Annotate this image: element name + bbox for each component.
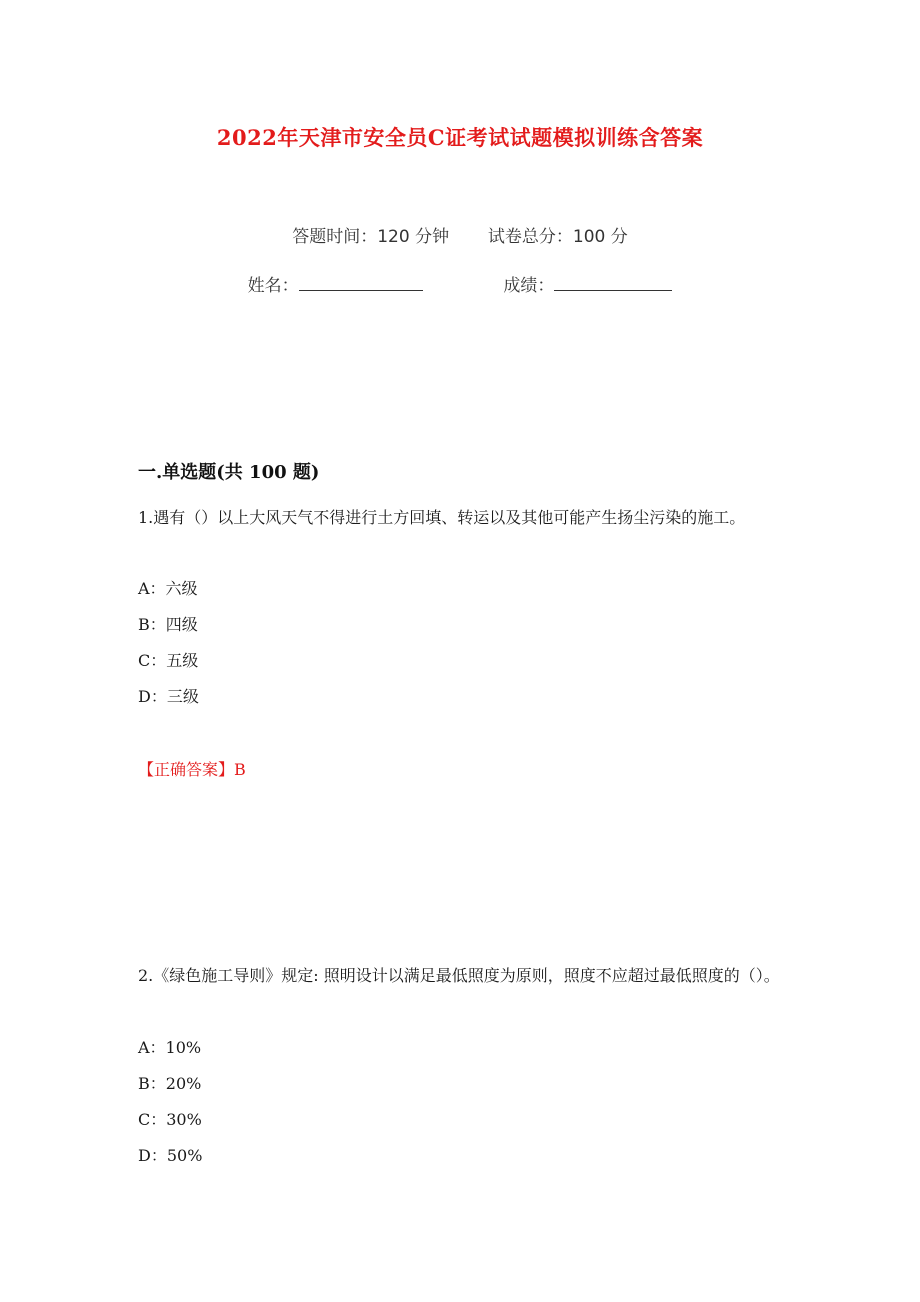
- page-title: 2022年天津市安全员C证考试试题模拟训练含答案: [216, 125, 704, 150]
- section-heading: 一.单选题(共 100 题): [138, 462, 320, 483]
- question-1-option-a: A：六级: [138, 579, 198, 598]
- question-2-option-d: D：50%: [138, 1146, 203, 1165]
- exam-time: 答题时间：120 分钟: [292, 227, 450, 247]
- question-1-option-b: B：四级: [138, 615, 198, 634]
- exam-info-row: [0, 222, 920, 247]
- exam-total-score: 试卷总分：100 分: [487, 227, 628, 247]
- candidate-info-row: [0, 271, 920, 296]
- question-1-option-d: D：三级: [138, 687, 199, 706]
- question-1-option-c: C：五级: [138, 651, 199, 670]
- score-label: 成绩：: [503, 276, 555, 296]
- question-2-option-c: C：30%: [138, 1110, 202, 1129]
- score-blank-line: [554, 274, 672, 291]
- answer-label: 【正确答案】: [138, 760, 235, 779]
- question-2-option-b: B：20%: [138, 1074, 202, 1093]
- question-2-text: 2.《绿色施工导则》规定: 照明设计以满足最低照度为原则，照度不应超过最低照度的（）。: [138, 966, 780, 985]
- name-label: 姓名：: [247, 276, 299, 296]
- question-1-answer: [138, 757, 246, 780]
- question-2-option-a: A：10%: [138, 1038, 202, 1057]
- name-blank-line: [299, 274, 423, 291]
- question-1-text: 1.遇有（）以上大风天气不得进行土方回填、转运以及其他可能产生扬尘污染的施工。: [138, 508, 746, 527]
- answer-value: B: [234, 760, 246, 779]
